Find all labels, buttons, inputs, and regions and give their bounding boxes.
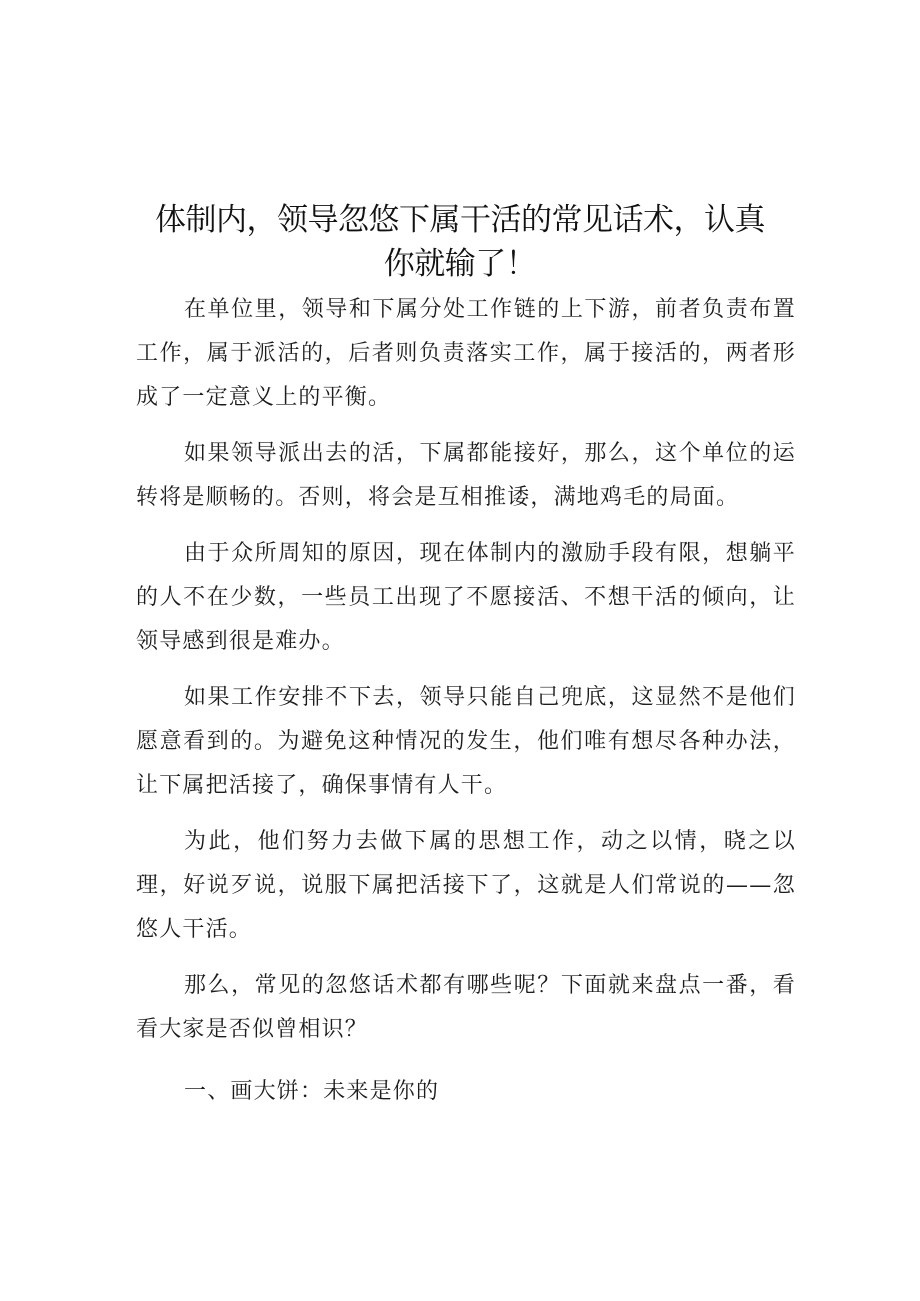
article-title-line-1: 体制内，领导忽悠下属干活的常见话术，认真 <box>155 202 765 238</box>
paragraph-6: 那么，常见的忽悠话术都有哪些呢？下面就来盘点一番，看看大家是否似曾相识？ <box>136 973 796 1042</box>
paragraph-5: 为此，他们努力去做下属的思想工作，动之以情，晓之以理，好说歹说，说服下属把活接下了，这就是人们常说的——忽悠人干活。 <box>136 829 796 942</box>
article-title-line-2: 你就输了！ <box>383 246 537 282</box>
article-body <box>136 288 796 1114</box>
paragraph-2: 如果领导派出去的活，下属都能接好，那么，这个单位的运转将是顺畅的。否则，将会是互相推诿，满地鸡毛的局面。 <box>136 441 796 510</box>
article-title <box>120 198 800 286</box>
section-heading: 一、画大饼：未来是你的 <box>184 1079 440 1104</box>
paragraph-3: 由于众所周知的原因，现在体制内的激励手段有限，想躺平的人不在少数，一些员工出现了不愿接活、不想干活的倾向，让领导感到很是难办。 <box>136 541 796 654</box>
paragraph-4: 如果工作安排不下去，领导只能自己兜底，这显然不是他们愿意看到的。为避免这种情况的发生，他们唯有想尽各种办法，让下属把活接了，确保事情有人干。 <box>136 685 796 798</box>
paragraph-1: 在单位里，领导和下属分处工作链的上下游，前者负责布置工作，属于派活的，后者则负责落实工作，属于接活的，两者形成了一定意义上的平衡。 <box>136 297 796 410</box>
